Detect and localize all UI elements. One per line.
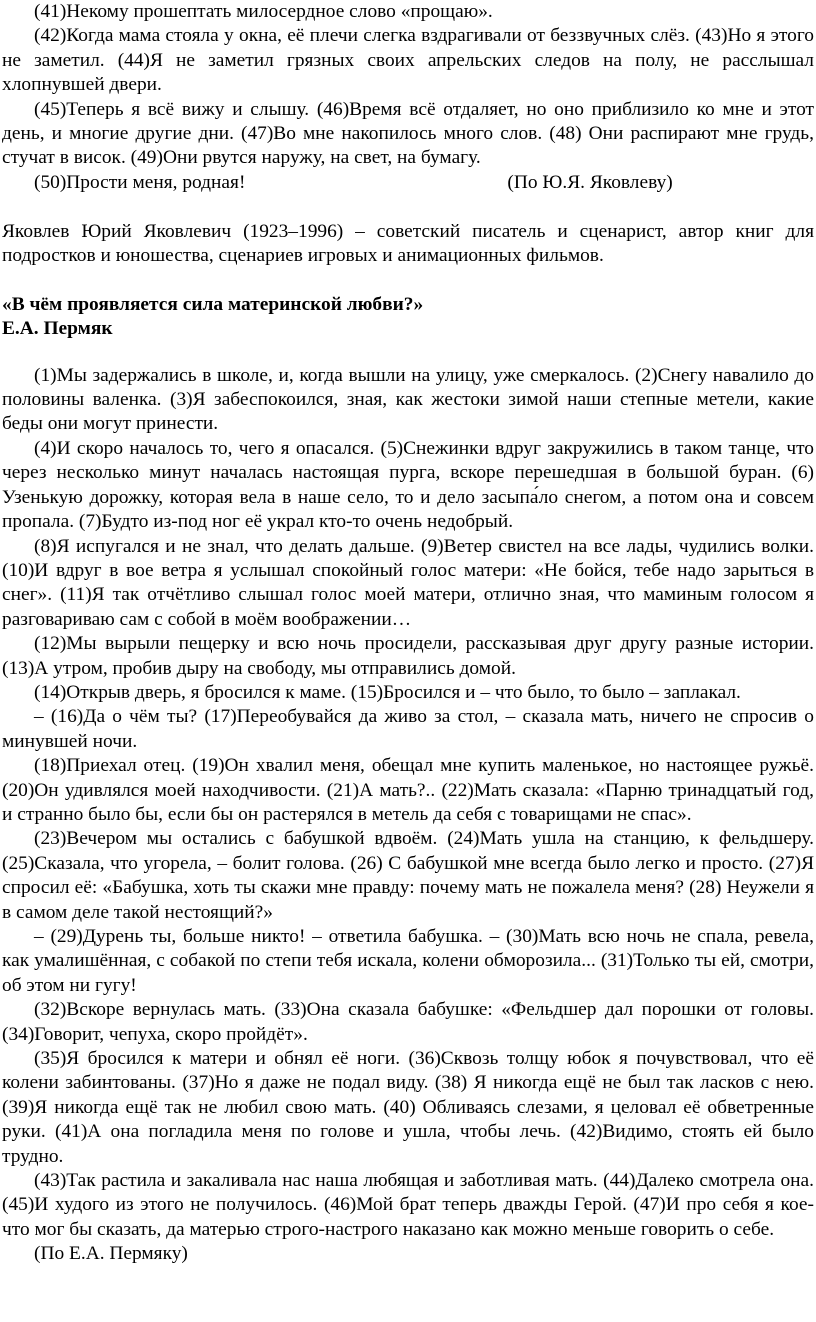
paragraph: (41)Некому прошептать милосердное слово «прощаю». — [34, 1, 493, 22]
paragraph: (18)Приехал отец. (19)Он хвалил меня, обещал мне купить маленькое, но настоящее ружьё. (20)Он удивлялся моей находчивости. (21)А мать?.. (22)Мать сказала: «Парню тринадцатый год, и странно было бы, если бы он растерялся в метель да себя с товарищами не спас». — [2, 755, 814, 825]
paragraph: (23)Вечером мы остались с бабушкой вдвоём. (24)Мать ушла на станцию, к фельдшеру. (25)Сказала, что угорела, – болит голова. (26) С бабушкой мне всегда было легко и просто. (27)Я спросил её: «Бабушка, хоть ты скажи мне правду: почему мать не пожалела меня? (28) Неужели я в самом деле такой нестоящий?» — [2, 828, 814, 923]
closing-line-row — [2, 171, 814, 195]
paragraph: (12)Мы вырыли пещерку и всю ночь просидели, рассказывая друг другу разные истории. (13)А утром, пробив дыру на свободу, мы отправились домой. — [2, 633, 814, 679]
paragraph: (8)Я испугался и не знал, что делать дальше. (9)Ветер свистел на все лады, чудились волки. (10)И вдруг в вое ветра я услышал спокойный голос матери: «Не бойся, тебе надо зарыться в снег». (11)Я так отчётливо слышал голос моей матери, отлично зная, что маминым голосом я разговариваю сам с собой в моём воображении… — [2, 535, 814, 630]
story-part-2 — [2, 293, 814, 1267]
closing-line: (50)Прости меня, родная! — [34, 171, 246, 193]
paragraph: (4)И скоро началось то, чего я опасался. (5)Снежинки вдруг закружились в таком танце, что через несколько минут началась настоящая пурга, вскоре перешедшая в большой буран. (6) Узенькую дорожку, которая вела в наше село, то и дело засыпа́ло снегом, а потом она и совсем пропала. (7)Будто из-под ног её украл кто-то очень недобрый. — [2, 437, 814, 533]
source-credit: (По Е.А. Пермяку) — [34, 1243, 188, 1265]
section-author: Е.А. Пермяк — [2, 318, 113, 340]
paragraph: (43)Так растила и закаливала нас наша любящая и заботливая мать. (44)Далеко смотрела она. (45)И худого из этого не получилось. (46)Мой брат теперь дважды Герой. (47)И про себя я кое-что мог бы сказать, да матерью строго-настрого наказано как можно меньше говорить о себе. — [2, 1170, 814, 1240]
paragraph: (45)Теперь я всё вижу и слышу. (46)Время всё отдаляет, но оно приблизило ко мне и этот день, и многие другие дни. (47)Во мне накопилось много слов. (48) Они распирают мне грудь, стучат в висок. (49)Они рвутся наружу, на свет, на бумагу. — [2, 98, 814, 169]
story-part-1 — [2, 0, 814, 195]
paragraph: – (29)Дурень ты, больше никто! – ответила бабушка. – (30)Мать всю ночь не спала, ревела, как умалишённая, с собакой по степи тебя искала, колени обморозила... (31)Только ты ей, смотри, об этом ни гугу! — [2, 926, 814, 996]
section-title: «В чём проявляется сила материнской любви?» — [2, 293, 424, 315]
paragraph: – (16)Да о чём ты? (17)Переобувайся да живо за стол, – сказала мать, ничего не спросив о минувшей ночи. — [2, 706, 814, 752]
source-credit: (По Ю.Я. Яковлеву) — [507, 171, 673, 193]
paragraph: (42)Когда мама стояла у окна, её плечи слегка вздрагивали от беззвучных слёз. (43)Но я этого не заметил. (44)Я не заметил грязных своих апрельских следов на полу, не расслышал хлопнувшей двери. — [2, 25, 814, 96]
paragraph: (1)Мы задержались в школе, и, когда вышли на улицу, уже смеркалось. (2)Снегу навалило до половины валенка. (3)Я забеспокоился, зная, как жестоки зимой наши степные метели, какие беды они могут принести. — [2, 364, 814, 435]
paragraph: (32)Вскоре вернулась мать. (33)Она сказала бабушке: «Фельдшер дал порошки от головы. (34)Говорит, чепуха, скоро пройдёт». — [2, 999, 814, 1045]
paragraph: (14)Открыв дверь, я бросился к маме. (15)Бросился и – что было, то было – заплакал. — [34, 681, 741, 703]
paragraph: (35)Я бросился к матери и обнял её ноги. (36)Сквозь толщу юбок я почувствовал, что её колени забинтованы. (37)Но я даже не подал виду. (38) Я никогда ещё не был так ласков с нею. (39)Я никогда ещё так не любил свою мать. (40) Обливаясь слезами, я целовал её обветренные руки. (41)А она погладила меня по голове и ушла, чтобы лечь. (42)Видимо, стоять ей было трудно. — [2, 1048, 814, 1167]
author-bio: Яковлев Юрий Яковлевич (1923–1996) – советский писатель и сценарист, автор книг для подростков и юношества, сценариев игровых и анимационных фильмов. — [2, 220, 814, 267]
